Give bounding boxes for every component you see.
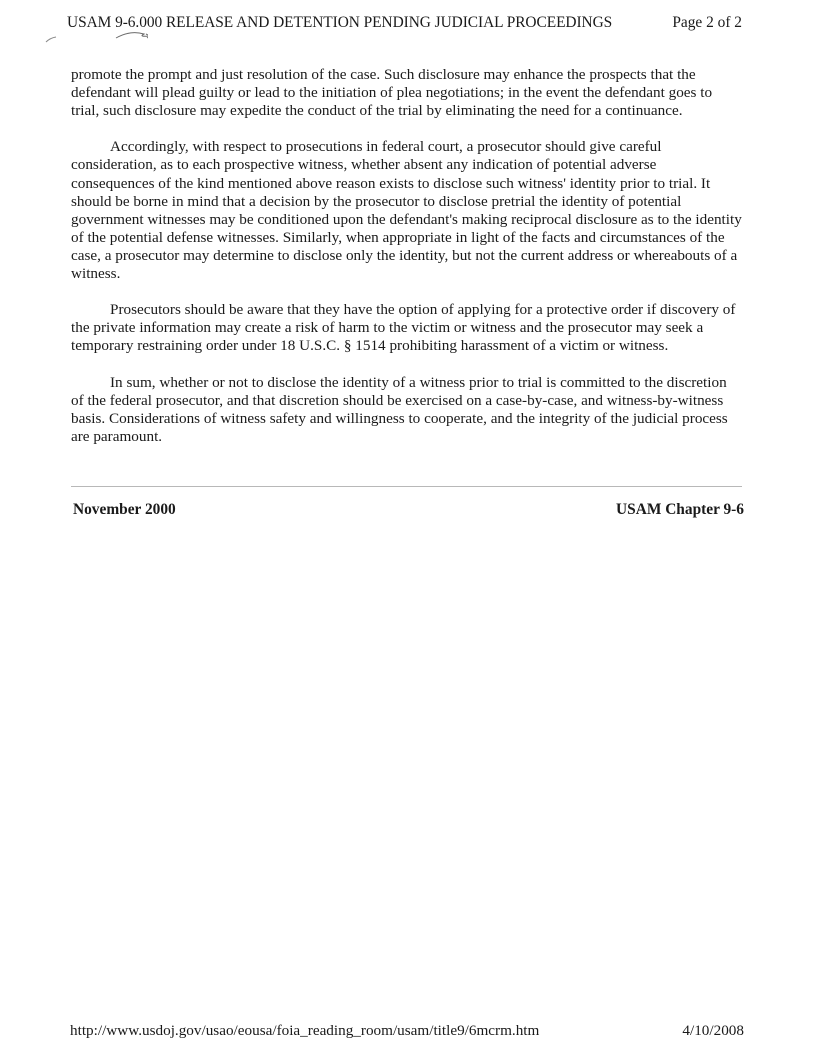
document-footer [71,499,742,521]
document-body [71,66,742,464]
print-date: 4/10/2008 [682,1022,744,1039]
footer-divider [71,486,742,487]
page-header [67,11,742,35]
body-paragraph: Prosecutors should be aware that they have the option of applying for a protective order if discovery of the private information may create a risk of harm to the victim or witness and the prosecutor may seek a temporary restraining order under 18 U.S.C. § 1514 prohibiting harassment of a victim or witness. [71,301,736,355]
footer-chapter: USAM Chapter 9-6 [616,501,744,518]
document-title: USAM 9-6.000 RELEASE AND DETENTION PENDING JUDICIAL PROCEEDINGS [67,14,613,31]
source-url: http://www.usdoj.gov/usao/eousa/foia_reading_room/usam/title9/6mcrm.htm [70,1022,540,1039]
pen-stroke-left [46,37,56,42]
body-paragraph-continued: promote the prompt and just resolution of the case. Such disclosure may enhance the prospects that the defendant will plead guilty or lead to the initiation of plea negotiations; in the event the defendant goes to trial, such disclosure may expedite the conduct of the trial by eliminating the need for a continuance. [71,66,713,120]
print-footer [70,1020,744,1042]
footer-date: November 2000 [73,501,176,518]
body-paragraph: In sum, whether or not to disclose the identity of a witness prior to trial is committed to the discretion of the federal prosecutor, and that discretion should be exercised on a case-by-case, and witness-by-witness basis. Considerations of witness safety and willingness to cooperate, and the integrity of the judicial process are paramount. [71,373,728,445]
body-paragraph: Accordingly, with respect to prosecutions in federal court, a prosecutor should give careful consideration, as to each prospective witness, whether absent any indication of potential adverse consequences of the kind mentioned above reason exists to disclose such witness' identity prior to trial. It should be borne in mind that a decision by the prosecutor to disclose pretrial the identity of potential government witnesses may be conditioned upon the defendant's making reciprocal disclosure as to the identity of the potential defense witnesses. Similarly, when appropriate in light of the facts and circumstances of the case, a prosecutor may determine to disclose only the identity, but not the current address or whereabouts of a witness. [71,138,742,283]
page-number: Page 2 of 2 [672,14,742,31]
